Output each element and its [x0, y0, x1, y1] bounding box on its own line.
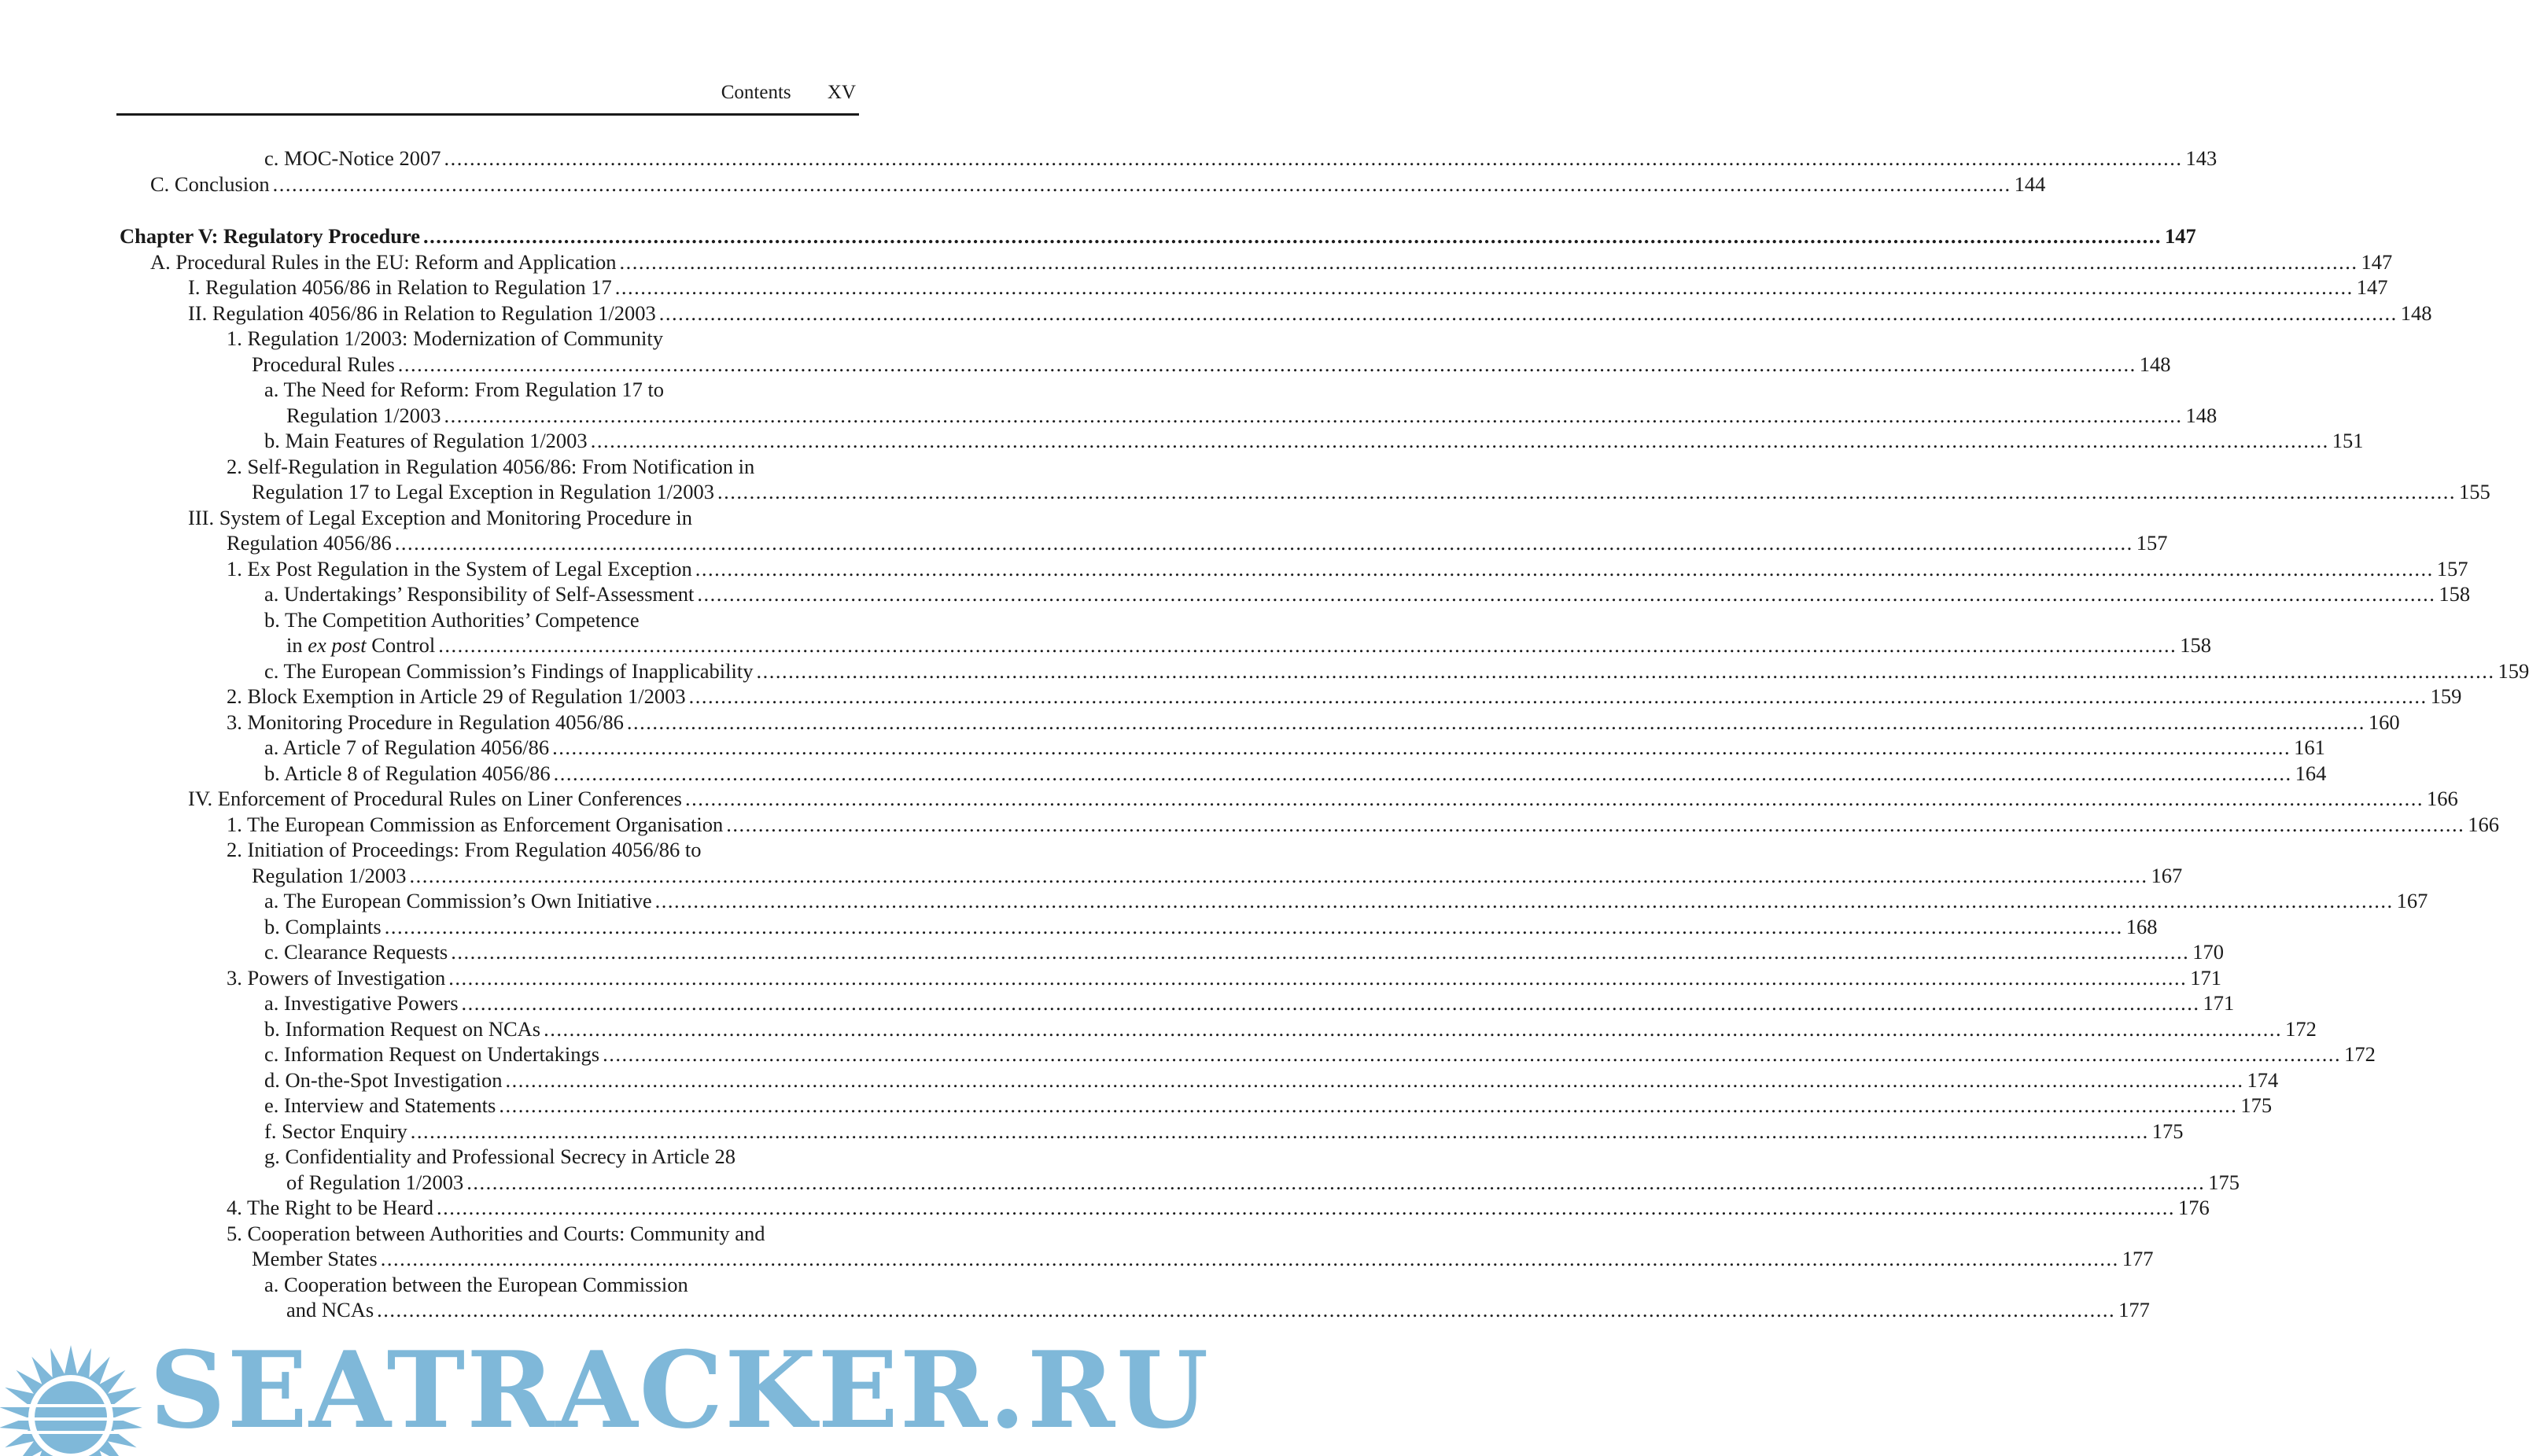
- toc-entry-title: a. Investigative Powers: [264, 991, 459, 1015]
- toc-entry-title: 2. Self-Regulation in Regulation 4056/86: From Notification in: [227, 454, 755, 478]
- toc-page-number: 176: [2177, 1196, 2210, 1219]
- toc-entry-title: d. On-the-Spot Investigation: [264, 1067, 503, 1092]
- toc-page-number: 144: [2014, 171, 2046, 196]
- dot-leader: [603, 1041, 2341, 1067]
- toc-entry-title: of Regulation 1/2003: [286, 1170, 464, 1194]
- dot-leader: [554, 761, 2292, 787]
- toc-page-number: 172: [2344, 1042, 2376, 1066]
- toc-entry-title: b. Article 8 of Regulation 4056/86: [264, 761, 551, 785]
- dot-leader: [552, 735, 2291, 761]
- toc-page-number: 161: [2294, 735, 2325, 759]
- toc-page-number: 148: [2185, 403, 2217, 427]
- dot-leader: [377, 1297, 2115, 1323]
- toc-entry-title: b. Main Features of Regulation 1/2003: [264, 429, 588, 452]
- toc-entry[interactable]: [116, 786, 2458, 812]
- dot-leader: [410, 863, 2148, 889]
- toc-entry-title: II. Regulation 4056/86 in Relation to Regulation 1/2003: [188, 300, 656, 325]
- dot-leader: [726, 812, 2464, 838]
- dot-leader: [591, 428, 2329, 454]
- toc-entry[interactable]: [116, 658, 2529, 684]
- dot-leader: [685, 786, 2424, 812]
- toc-entry-title: in ex post Control: [286, 633, 436, 657]
- toc-entry[interactable]: [116, 1093, 2273, 1119]
- toc-entry-title: A. Procedural Rules in the EU: Reform and Application: [150, 249, 617, 274]
- toc-entry[interactable]: [116, 249, 2393, 275]
- dot-leader: [697, 581, 2435, 607]
- toc-entry-title: c. The European Commission’s Findings of Inapplicability: [264, 658, 754, 683]
- toc-entry-title: c. Information Request on Undertakings: [264, 1042, 600, 1066]
- toc-entry[interactable]: [116, 939, 2224, 965]
- toc-entry[interactable]: [116, 965, 2221, 991]
- toc-entry[interactable]: [116, 377, 2217, 428]
- toc-page-number: 171: [2190, 965, 2221, 990]
- toc-chapter-entry[interactable]: [116, 223, 2196, 249]
- dot-leader: [627, 710, 2365, 735]
- toc-entry-title: c. MOC-Notice 2007: [264, 146, 441, 170]
- dot-leader: [506, 1067, 2244, 1093]
- toc-entry-title: 1. The European Commission as Enforcement Organisation: [227, 812, 724, 836]
- toc-entry-title: Member States: [252, 1247, 378, 1270]
- dot-leader: [689, 684, 2428, 710]
- toc-page-number: 143: [2185, 146, 2217, 170]
- toc-page-number: 175: [2151, 1119, 2184, 1143]
- dot-leader: [448, 965, 2187, 991]
- toc-entry-title: e. Interview and Statements: [264, 1093, 496, 1117]
- toc-entry-title: a. Undertakings’ Responsibility of Self-Assessment: [264, 582, 695, 606]
- toc-entry-title: a. Article 7 of Regulation 4056/86: [264, 735, 550, 759]
- toc-entry-title: Regulation 1/2003: [252, 863, 407, 887]
- toc-entry[interactable]: [116, 1272, 2150, 1323]
- dot-leader: [655, 888, 2394, 914]
- toc-page-number: 160: [2368, 710, 2400, 734]
- dot-leader: [615, 275, 2354, 300]
- header-page-number: XV: [827, 82, 856, 103]
- toc-entry-title: IV. Enforcement of Procedural Rules on Liner Conferences: [188, 787, 682, 810]
- toc-entry[interactable]: [116, 454, 2490, 505]
- toc-entry-title: 2. Initiation of Proceedings: From Regulation 4056/86 to: [227, 838, 702, 861]
- toc-entry-title: 3. Monitoring Procedure in Regulation 4056/86: [227, 710, 624, 734]
- toc-entry[interactable]: [116, 888, 2428, 914]
- toc-entry[interactable]: [116, 684, 2462, 710]
- toc-page-number: 171: [2203, 991, 2235, 1015]
- dot-leader: [544, 1016, 2282, 1042]
- toc-entry[interactable]: [116, 607, 2211, 658]
- dot-leader: [398, 352, 2136, 378]
- toc-entry[interactable]: [116, 428, 2364, 454]
- toc-entry-title: C. Conclusion: [150, 171, 270, 196]
- toc-entry-title: 1. Ex Post Regulation in the System of Legal Exception: [227, 556, 692, 581]
- toc-entry[interactable]: [116, 990, 2235, 1016]
- dot-leader: [444, 403, 2183, 429]
- toc-page-number: 157: [2136, 531, 2168, 555]
- toc-page-number: 167: [2396, 889, 2428, 912]
- dot-leader: [273, 171, 2011, 197]
- header-section-title: Contents: [721, 82, 791, 103]
- toc-page-number: 147: [2361, 249, 2393, 274]
- toc-page-number: 155: [2459, 480, 2490, 503]
- toc-entry-title: 3. Powers of Investigation: [227, 965, 446, 990]
- toc-page-number: 175: [2240, 1093, 2273, 1117]
- toc-entry-title: f. Sector Enquiry: [264, 1119, 407, 1143]
- dot-leader: [381, 1246, 2119, 1272]
- toc-entry[interactable]: [116, 710, 2400, 735]
- toc-entry-title: Regulation 1/2003: [286, 403, 441, 427]
- toc-entry[interactable]: [116, 1067, 2279, 1093]
- toc-entry-title: III. System of Legal Exception and Monitoring Procedure in: [188, 505, 692, 529]
- dot-leader: [619, 249, 2358, 275]
- toc-entry[interactable]: [116, 837, 2183, 888]
- toc-entry-title: and NCAs: [286, 1298, 374, 1321]
- toc-entry-title: Regulation 4056/86: [227, 531, 392, 555]
- toc-entry-title: Procedural Rules: [252, 352, 395, 376]
- toc-entry[interactable]: [116, 1144, 2240, 1195]
- toc-entry-title: 2. Block Exemption in Article 29 of Regulation 1/2003: [227, 684, 686, 708]
- toc-entry[interactable]: [116, 914, 2158, 940]
- toc-page-number: 174: [2247, 1067, 2279, 1092]
- toc-page-number: 170: [2192, 940, 2224, 964]
- toc-entry-title: 1. Regulation 1/2003: Modernization of Community: [227, 326, 663, 350]
- dot-leader: [385, 914, 2123, 940]
- toc-page-number: 166: [2426, 787, 2458, 810]
- dot-leader: [717, 479, 2456, 505]
- toc-page-number: 175: [2208, 1170, 2240, 1194]
- toc-page-number: 159: [2430, 684, 2462, 708]
- toc-page-number: 168: [2125, 914, 2158, 938]
- dot-leader: [438, 632, 2177, 658]
- toc-entry-title: b. Information Request on NCAs: [264, 1016, 541, 1041]
- toc-entry[interactable]: [116, 1016, 2317, 1042]
- toc-page-number: 147: [2165, 224, 2196, 248]
- toc-entry[interactable]: [116, 275, 2388, 300]
- toc-entry-title: I. Regulation 4056/86 in Relation to Regulation 17: [188, 275, 612, 299]
- table-of-contents: [116, 146, 2529, 1323]
- toc-entry[interactable]: [116, 735, 2325, 761]
- toc-entry[interactable]: [116, 581, 2471, 607]
- toc-entry-title: Regulation 17 to Legal Exception in Regulation 1/2003: [252, 480, 715, 503]
- toc-entry-title: a. Cooperation between the European Commission: [264, 1272, 688, 1296]
- toc-entry-title: b. Complaints: [264, 914, 382, 938]
- toc-entry-title: g. Confidentiality and Professional Secrecy in Article 28: [264, 1145, 736, 1168]
- toc-entry[interactable]: [116, 1221, 2154, 1272]
- dot-leader: [466, 1170, 2205, 1196]
- toc-entry[interactable]: [116, 812, 2499, 838]
- toc-entry-title: 4. The Right to be Heard: [227, 1196, 433, 1219]
- toc-page-number: 159: [2498, 658, 2529, 683]
- toc-entry-title: Chapter V: Regulatory Procedure: [120, 224, 421, 248]
- toc-entry[interactable]: [116, 556, 2468, 582]
- toc-entry-title: a. The European Commission’s Own Initiative: [264, 889, 652, 912]
- toc-entry[interactable]: [116, 1119, 2184, 1145]
- toc-page-number: 172: [2285, 1016, 2317, 1041]
- dot-leader: [437, 1195, 2175, 1221]
- toc-entry-title: a. The Need for Reform: From Regulation 17 to: [264, 378, 665, 401]
- toc-entry-title: b. The Competition Authorities’ Competence: [264, 607, 640, 632]
- toc-entry-title: c. Clearance Requests: [264, 940, 448, 964]
- toc-page-number: 148: [2400, 300, 2432, 325]
- dot-leader: [395, 530, 2133, 556]
- toc-entry[interactable]: [116, 300, 2432, 326]
- dot-leader: [451, 939, 2189, 965]
- toc-entry[interactable]: [116, 146, 2217, 171]
- toc-entry[interactable]: [116, 1195, 2210, 1221]
- toc-entry[interactable]: [116, 326, 2171, 377]
- dot-leader: [444, 146, 2182, 171]
- toc-page-number: 177: [2118, 1298, 2150, 1321]
- watermark-text: SEATRACKER.RU: [149, 1328, 1211, 1452]
- dot-leader: [462, 990, 2200, 1016]
- toc-page-number: 158: [2439, 582, 2471, 606]
- dot-leader: [756, 658, 2494, 684]
- toc-entry[interactable]: [116, 171, 2046, 197]
- toc-page-number: 151: [2332, 429, 2364, 452]
- dot-leader: [423, 223, 2162, 249]
- toc-page-number: 147: [2356, 275, 2388, 299]
- toc-page-number: 157: [2436, 556, 2468, 581]
- toc-page-number: 158: [2180, 633, 2211, 657]
- toc-page-number: 177: [2122, 1247, 2154, 1270]
- toc-page-number: 164: [2295, 761, 2327, 785]
- toc-page-number: 148: [2139, 352, 2171, 376]
- running-header: [116, 77, 856, 109]
- dot-leader: [499, 1093, 2237, 1119]
- toc-entry[interactable]: [116, 505, 2168, 556]
- dot-leader: [411, 1119, 2149, 1145]
- toc-page-number: 167: [2151, 863, 2183, 887]
- header-rule: [116, 113, 859, 116]
- dot-leader: [695, 556, 2434, 582]
- toc-entry-title: 5. Cooperation between Authorities and Courts: Community and: [227, 1221, 765, 1245]
- dot-leader: [659, 300, 2398, 326]
- toc-entry[interactable]: [116, 761, 2327, 787]
- toc-entry[interactable]: [116, 1041, 2376, 1067]
- toc-page-number: 166: [2468, 812, 2499, 836]
